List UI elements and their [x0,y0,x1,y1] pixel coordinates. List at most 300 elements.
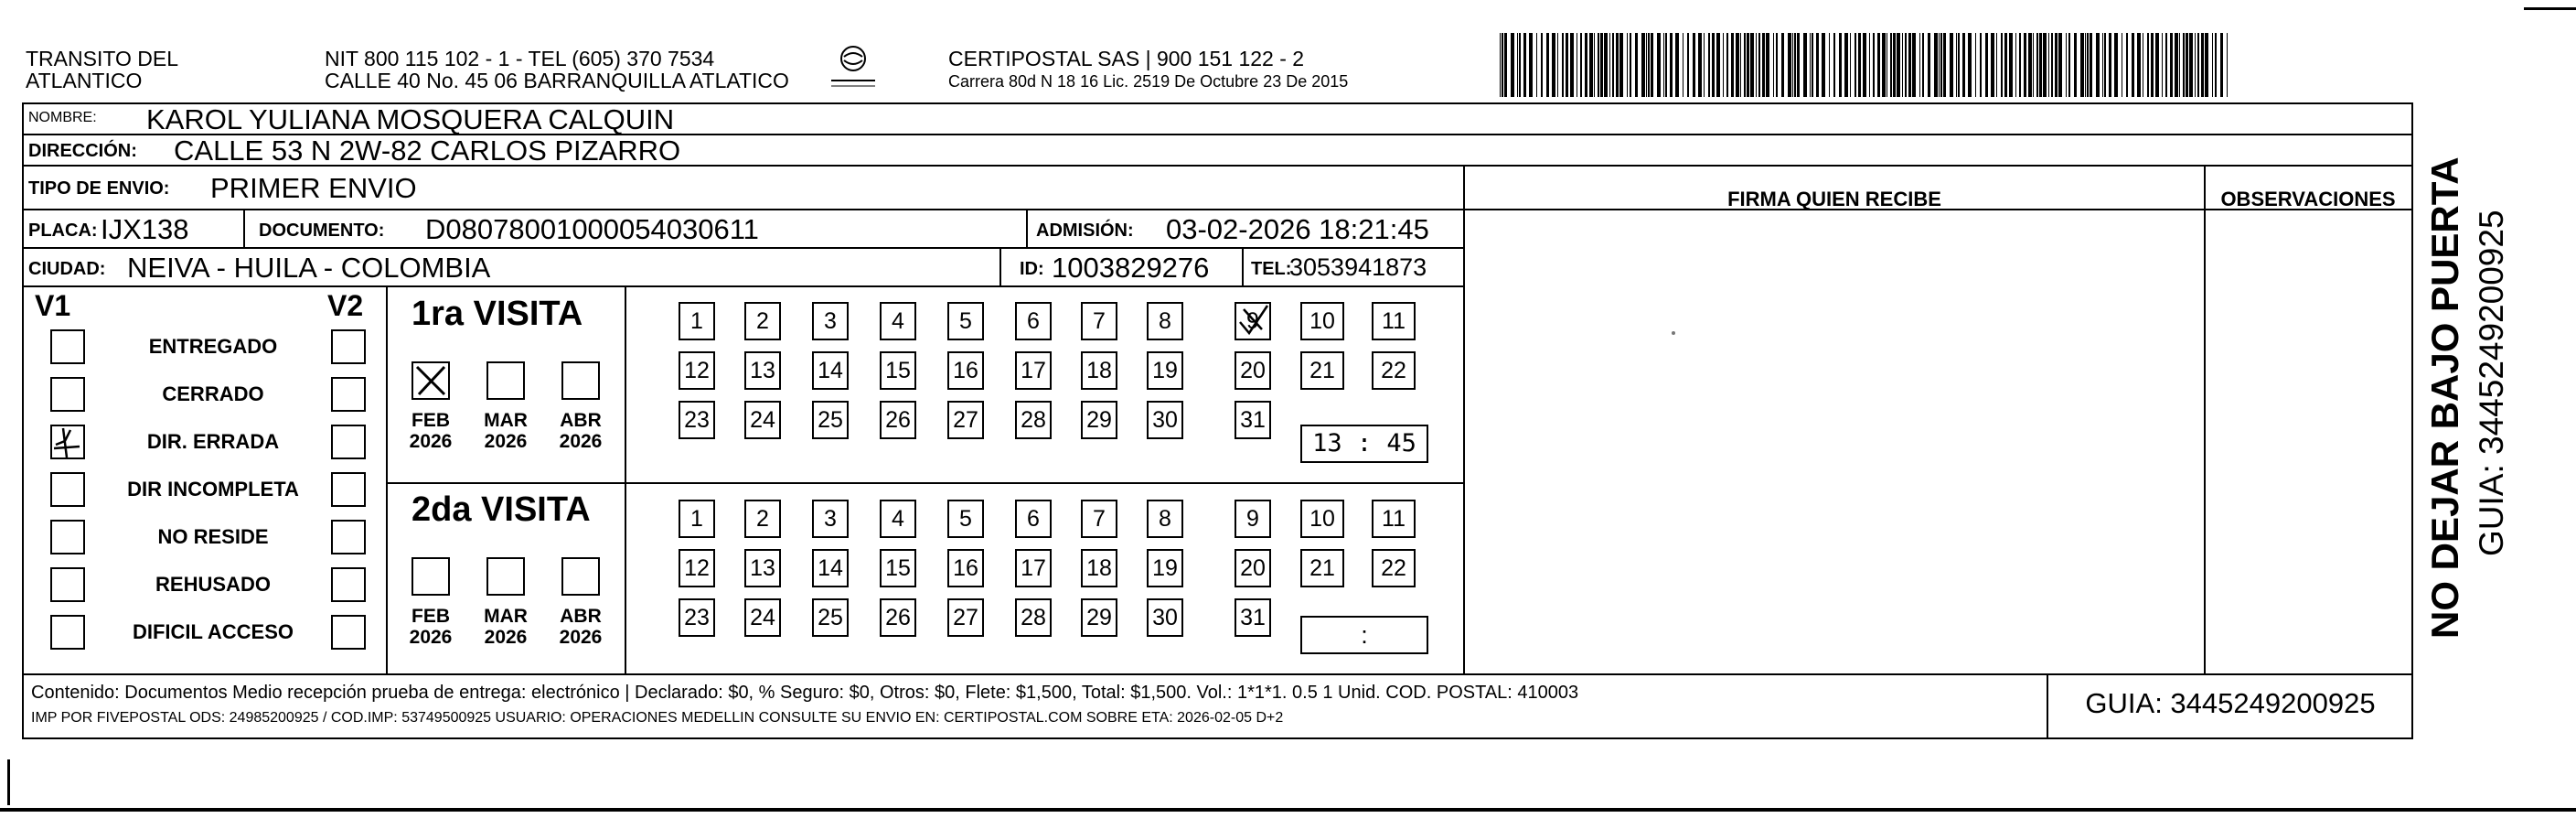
visit2-day-8[interactable]: 8 [1147,500,1183,538]
row-tipo [23,167,1464,209]
barcode-bar [1939,33,1940,97]
barcode-bar [1776,33,1778,97]
barcode-bar [1500,33,1501,97]
v2-check-dir-errada[interactable] [331,425,366,459]
barcode-bar [1940,33,1942,97]
barcode-bar [1893,33,1896,97]
barcode-bar [1744,33,1746,97]
barcode-bar [2197,33,2199,97]
status-dir-incompleta: DIR INCOMPLETA [127,478,299,500]
ciudad-label: CIUDAD: [28,259,106,279]
status-rehusado: REHUSADO [155,573,271,596]
barcode-bar [1731,33,1734,97]
barcode-bar [1646,33,1647,97]
visit2-month-mar [478,606,533,648]
barcode-bar [1756,33,1757,97]
barcode-bar [1589,33,1593,97]
visit2-day-12[interactable]: 12 [679,549,715,587]
barcode-bar [1612,33,1614,97]
barcode-bar [2009,33,2013,97]
visit1-title: 1ra VISITA [412,295,583,333]
visit1-day-29[interactable]: 29 [1081,401,1117,439]
barcode-bar [1991,33,1994,97]
visit1-day-1[interactable]: 1 [679,302,715,340]
barcode-bar [1869,33,1870,97]
barcode-bar [1648,33,1650,97]
v2-check-dificil-acceso[interactable] [331,615,366,650]
visit2-day-29[interactable]: 29 [1081,598,1117,637]
barcode-bar [2155,33,2159,97]
barcode-bar [2096,33,2100,97]
visit1-day-13[interactable]: 13 [744,351,781,390]
barcode-bar [1943,33,1946,97]
courier-license: Carrera 80d N 18 16 Lic. 2519 De Octubre 23 De 2015 [948,72,1349,91]
barcode-bar [1794,33,1796,97]
visit2-day-19[interactable]: 19 [1147,549,1183,587]
barcode-bar [1511,33,1514,97]
barcode-bar [2104,33,2106,97]
status-dir-errada: DIR. ERRADA [146,430,280,453]
barcode-bar [1609,33,1610,97]
barcode-bar [1766,33,1769,97]
barcode-bar [1912,33,1916,97]
visit1-month-abr-box[interactable] [561,361,600,400]
barcode-bar [2055,33,2058,97]
v2-check-cerrado[interactable] [331,377,366,412]
admision-label: ADMISIÓN: [1036,221,1134,241]
firma-header: FIRMA QUIEN RECIBE [1727,188,1941,210]
visit2-day-9[interactable]: 9 [1235,500,1271,538]
barcode-bar [1810,33,1811,97]
barcode-bar [1877,33,1880,97]
visit1-time[interactable]: 13 : 45 [1300,425,1428,463]
barcode-bar [1962,33,1965,97]
barcode-bar [1502,33,1503,97]
visit1-day-25[interactable]: 25 [812,401,849,439]
visit2-day-1[interactable]: 1 [679,500,715,538]
barcode-bar [2151,33,2154,97]
visit1-month-mar [478,410,533,452]
visit1-month-feb-name: FEB [412,410,450,431]
day-number: 9 [1246,308,1259,334]
barcode-bar [1536,33,1537,97]
barcode-bar [2205,33,2208,97]
v2-check-rehusado[interactable] [331,567,366,602]
barcode-bar [1934,33,1938,97]
v1-check-dir-incompleta[interactable] [50,472,85,507]
stray-dot [1672,331,1675,335]
visit1-day-7[interactable]: 7 [1081,302,1117,340]
visit2-day-5[interactable]: 5 [947,500,984,538]
barcode-bar [1619,33,1623,97]
barcode-bar [2114,33,2118,97]
visit2-day-11[interactable]: 11 [1372,500,1416,538]
visit1-day-5[interactable]: 5 [947,302,984,340]
visit2-day-23[interactable]: 23 [679,598,715,637]
barcode-bar [1562,33,1564,97]
visit1-day-28[interactable]: 28 [1015,401,1052,439]
v1-label: V1 [35,289,71,322]
barcode-bar [1635,33,1638,97]
v1-check-rehusado[interactable] [50,567,85,602]
v1-check-dir-errada[interactable] [50,425,85,459]
barcode-bar [2220,33,2223,97]
visit2-day-31[interactable]: 31 [1235,598,1271,637]
visit2-day-22[interactable]: 22 [1372,549,1416,587]
visit1-day-20[interactable]: 20 [1235,351,1271,390]
visit1-day-27[interactable]: 27 [947,401,984,439]
visit1-day-16[interactable]: 16 [947,351,984,390]
visit2-day-25[interactable]: 25 [812,598,849,637]
barcode-bar [2201,33,2204,97]
barcode-bar [1663,33,1664,97]
barcode-bar [1975,33,1976,97]
barcode-bar [1698,33,1702,97]
v1-check-dificil-acceso[interactable] [50,615,85,650]
barcode-bar [1922,33,1924,97]
visit1-day-14[interactable]: 14 [812,351,849,390]
nombre-label: NOMBRE: [28,110,97,125]
barcode-bar [1557,33,1558,97]
visit1-day-10[interactable]: 10 [1300,302,1344,340]
scan-edge-bottom [0,808,2576,812]
barcode-bar [1858,33,1861,97]
barcode-bar [1670,33,1673,97]
visit2-day-28[interactable]: 28 [1015,598,1052,637]
barcode [1500,33,2228,97]
visit1-month-feb-year: 2026 [409,431,453,452]
barcode-bar [1822,33,1825,97]
barcode-bar [2227,33,2228,97]
status-dificil-acceso: DIFICIL ACCESO [132,620,294,643]
barcode-bar [1873,33,1875,97]
barcode-bar [2004,33,2007,97]
barcode-bar [1736,33,1739,97]
visit1-day-2[interactable]: 2 [744,302,781,340]
visit1-month-abr-year: 2026 [559,431,603,452]
visit2-month-feb-box[interactable] [412,557,450,596]
visit1-day-18[interactable]: 18 [1081,351,1117,390]
status-cerrado: CERRADO [162,382,264,405]
v1-check-no-reside[interactable] [50,520,85,554]
barcode-bar [1968,33,1972,97]
barcode-bar [1980,33,1982,97]
courier-name: CERTIPOSTAL SAS | 900 151 122 - 2 [948,47,1305,70]
barcode-bar [2126,33,2128,97]
barcode-bar [1600,33,1603,97]
barcode-bar [1985,33,1988,97]
scan-edge-top-right [2524,7,2576,10]
visit2-month-feb [403,606,458,648]
visit1-month-mar-box[interactable] [486,361,525,400]
visit2-month-mar-box[interactable] [486,557,525,596]
observaciones-header: OBSERVACIONES [2220,188,2396,210]
barcode-bar [1958,33,1960,97]
barcode-bar [2189,33,2193,97]
barcode-bar [1630,33,1631,97]
barcode-bar [1829,33,1830,97]
barcode-bar [1651,33,1653,97]
documento-label: DOCUMENTO: [259,221,385,241]
id-value: 1003829276 [1052,252,1210,284]
barcode-bar [2058,33,2062,97]
barcode-bar [1687,33,1689,97]
barcode-bar [2051,33,2053,97]
barcode-bar [2085,33,2086,97]
barcode-bar [2087,33,2089,97]
barcode-bar [1863,33,1866,97]
barcode-bar [1675,33,1679,97]
v1-check-entregado[interactable] [50,329,85,364]
visit2-day-14[interactable]: 14 [812,549,849,587]
visit2-month-feb-name: FEB [412,606,450,627]
barcode-bar [2212,33,2213,97]
barcode-bar [2033,33,2034,97]
cross-mark-icon [413,363,448,398]
barcode-bar [1598,33,1599,97]
visit2-day-26[interactable]: 26 [880,598,916,637]
side-guia: GUIA: 3445249200925 [2473,210,2510,556]
barcode-bar [2001,33,2003,97]
barcode-bar [1604,33,1608,97]
barcode-bar [2132,33,2134,97]
barcode-bar [2024,33,2026,97]
visit1-month-feb-box[interactable] [412,361,450,400]
barcode-bar [1657,33,1661,97]
barcode-bar [1704,33,1705,97]
sender-nit: NIT 800 115 102 - 1 - TEL (605) 370 7534 [325,47,715,70]
barcode-bar [1529,33,1533,97]
visit2-day-13[interactable]: 13 [744,549,781,587]
visit1-day-24[interactable]: 24 [744,401,781,439]
barcode-bar [1844,33,1848,97]
visit2-day-10[interactable]: 10 [1300,500,1344,538]
checkmark-icon [52,426,83,457]
barcode-bar [2068,33,2070,97]
visit1-day-15[interactable]: 15 [880,351,916,390]
v1-check-cerrado[interactable] [50,377,85,412]
side-warning: NO DEJAR BAJO PUERTA [2423,156,2466,639]
visit2-day-4[interactable]: 4 [880,500,916,538]
visit2-day-30[interactable]: 30 [1147,598,1183,637]
footer-imp: IMP POR FIVEPOSTAL ODS: 24985200925 / COD.IMP: 53749500925 USUARIO: OPERACIONES MEDELLIN CONSULTE SU ENVIO EN: CERTIPOSTAL.COM SOBRE ETA: 2026-02-05 D+2 [31,710,1284,726]
visit2-month-mar-name: MAR [484,606,528,627]
barcode-bar [1833,33,1835,97]
barcode-bar [1788,33,1791,97]
visit1-day-12[interactable]: 12 [679,351,715,390]
visit2-day-20[interactable]: 20 [1235,549,1271,587]
visit1-day-21[interactable]: 21 [1300,351,1344,390]
placa-value: IJX138 [101,213,189,245]
barcode-bar [1773,33,1774,97]
v2-label: V2 [327,289,364,322]
visit1-day-30[interactable]: 30 [1147,401,1183,439]
visit2-day-18[interactable]: 18 [1081,549,1117,587]
barcode-bar [2195,33,2196,97]
barcode-bar [1566,33,1568,97]
visit1-day-31[interactable]: 31 [1235,401,1271,439]
barcode-bar [1956,33,1957,97]
visit2-day-3[interactable]: 3 [812,500,849,538]
barcode-bar [1792,33,1793,97]
visit1-day-19[interactable]: 19 [1147,351,1183,390]
barcode-bar [2137,33,2141,97]
visit2-day-21[interactable]: 21 [1300,549,1344,587]
tipo-label: TIPO DE ENVIO: [28,178,170,199]
barcode-bar [2036,33,2038,97]
barcode-bar [1750,33,1754,97]
visit2-day-17[interactable]: 17 [1015,549,1052,587]
barcode-bar [1816,33,1819,97]
barcode-bar [1570,33,1574,97]
visit2-month-mar-year: 2026 [484,627,528,648]
visit2-day-6[interactable]: 6 [1015,500,1052,538]
barcode-bar [2015,33,2016,97]
barcode-bar [1928,33,1930,97]
barcode-bar [2066,33,2067,97]
visit1-day-22[interactable]: 22 [1372,351,1416,390]
barcode-bar [1716,33,1720,97]
visit1-day-4[interactable]: 4 [880,302,916,340]
barcode-bar [1627,33,1628,97]
visit1-month-mar-year: 2026 [484,431,528,452]
barcode-bar [2109,33,2111,97]
barcode-bar [1950,33,1953,97]
barcode-bar [1747,33,1749,97]
visit2-day-15[interactable]: 15 [880,549,916,587]
visit1-day-23[interactable]: 23 [679,401,715,439]
visit1-day-9[interactable] [1235,302,1271,340]
barcode-bar [1504,33,1507,97]
barcode-bar [1902,33,1903,97]
visit1-month-abr [553,410,608,452]
barcode-bar [1594,33,1595,97]
visit2-day-7[interactable]: 7 [1081,500,1117,538]
barcode-bar [1797,33,1800,97]
barcode-bar [2102,33,2103,97]
visit2-day-2[interactable]: 2 [744,500,781,538]
barcode-bar [2048,33,2049,97]
visit2-month-abr [553,606,608,648]
v2-check-no-reside[interactable] [331,520,366,554]
barcode-bar [1552,33,1555,97]
barcode-bar [1523,33,1526,97]
barcode-bar [1781,33,1784,97]
row-placa [23,210,1463,249]
visit1-day-3[interactable]: 3 [812,302,849,340]
barcode-bar [2175,33,2178,97]
barcode-bar [1762,33,1765,97]
barcode-bar [2215,33,2217,97]
tipo-value: PRIMER ENVIO [210,172,417,204]
barcode-bar [1897,33,1900,97]
visit1-day-6[interactable]: 6 [1015,302,1052,340]
status-no-reside: NO RESIDE [157,525,269,548]
footer-contenido: Contenido: Documentos Medio recepción prueba de entrega: electrónico | Declarado: $0, % Seguro: $0, Otros: $0, Flete: $1,500, Total: $1,500. Vol.: 1*1*1. 0.5 1 Unid. COD. POSTAL: 410003 [31,683,1579,703]
visit2-time[interactable]: : [1300,616,1428,654]
v2-check-dir-incompleta[interactable] [331,472,366,507]
visit2-month-abr-box[interactable] [561,557,600,596]
row-ciudad [23,249,1463,287]
status-entregado: ENTREGADO [148,335,278,358]
barcode-bar [1519,33,1521,97]
visit1-month-feb [403,410,458,452]
barcode-bar [1517,33,1518,97]
footer-guia-box: GUIA: 3445249200925 [2047,673,2412,737]
barcode-bar [1855,33,1856,97]
barcode-bar [1585,33,1587,97]
visit2-month-abr-name: ABR [560,606,602,627]
row-direccion [23,135,2412,167]
visit1-day-8[interactable]: 8 [1147,302,1183,340]
barcode-bar [2147,33,2149,97]
documento-value: D08078001000054030611 [425,213,759,245]
barcode-bar [1839,33,1842,97]
visit2-day-16[interactable]: 16 [947,549,984,587]
barcode-bar [2028,33,2032,97]
scan-edge-left [7,759,10,805]
visit2-title: 2da VISITA [412,490,591,529]
barcode-bar [2074,33,2077,97]
placa-label: PLACA: [28,221,98,241]
barcode-bar [1641,33,1645,97]
barcode-bar [1758,33,1760,97]
barcode-bar [1996,33,1997,97]
visit1-day-26[interactable]: 26 [880,401,916,439]
barcode-bar [1812,33,1813,97]
visit1-month-mar-name: MAR [484,410,528,431]
barcode-bar [1890,33,1892,97]
tel-value: 3053941873 [1289,253,1427,281]
sender-address: CALLE 40 No. 45 06 BARRANQUILLA ATLATICO [325,69,789,92]
barcode-bar [1908,33,1911,97]
id-label: ID: [1020,259,1044,279]
barcode-bar [1580,33,1582,97]
barcode-bar [2170,33,2173,97]
sender-name-line2: ATLANTICO [26,69,143,92]
visit1-day-11[interactable]: 11 [1372,302,1416,340]
visit2-day-27[interactable]: 27 [947,598,984,637]
barcode-bar [2186,33,2188,97]
barcode-bar [2179,33,2180,97]
barcode-bar [2080,33,2084,97]
barcode-bar [1723,33,1724,97]
barcode-bar [2090,33,2092,97]
barcode-bar [1665,33,1667,97]
barcode-bar [1616,33,1619,97]
sender-name-line1: TRANSITO DEL [26,47,178,70]
barcode-bar [1726,33,1728,97]
barcode-bar [1919,33,1920,97]
visit1-day-17[interactable]: 17 [1015,351,1052,390]
barcode-bar [1712,33,1715,97]
ciudad-value: NEIVA - HUILA - COLOMBIA [127,252,491,284]
v2-check-entregado[interactable] [331,329,366,364]
barcode-bar [2039,33,2042,97]
barcode-bar [1693,33,1695,97]
tel-label: TEL: [1251,259,1292,279]
visit2-day-24[interactable]: 24 [744,598,781,637]
barcode-bar [1905,33,1907,97]
barcode-bar [1850,33,1851,97]
barcode-bar [2162,33,2163,97]
admision-value: 03-02-2026 18:21:45 [1166,213,1429,245]
tick-mark-icon [1235,302,1271,339]
barcode-bar [1803,33,1807,97]
visit2-month-abr-year: 2026 [559,627,603,648]
barcode-bar [2165,33,2167,97]
direccion-value: CALLE 53 N 2W-82 CARLOS PIZARRO [174,135,681,167]
